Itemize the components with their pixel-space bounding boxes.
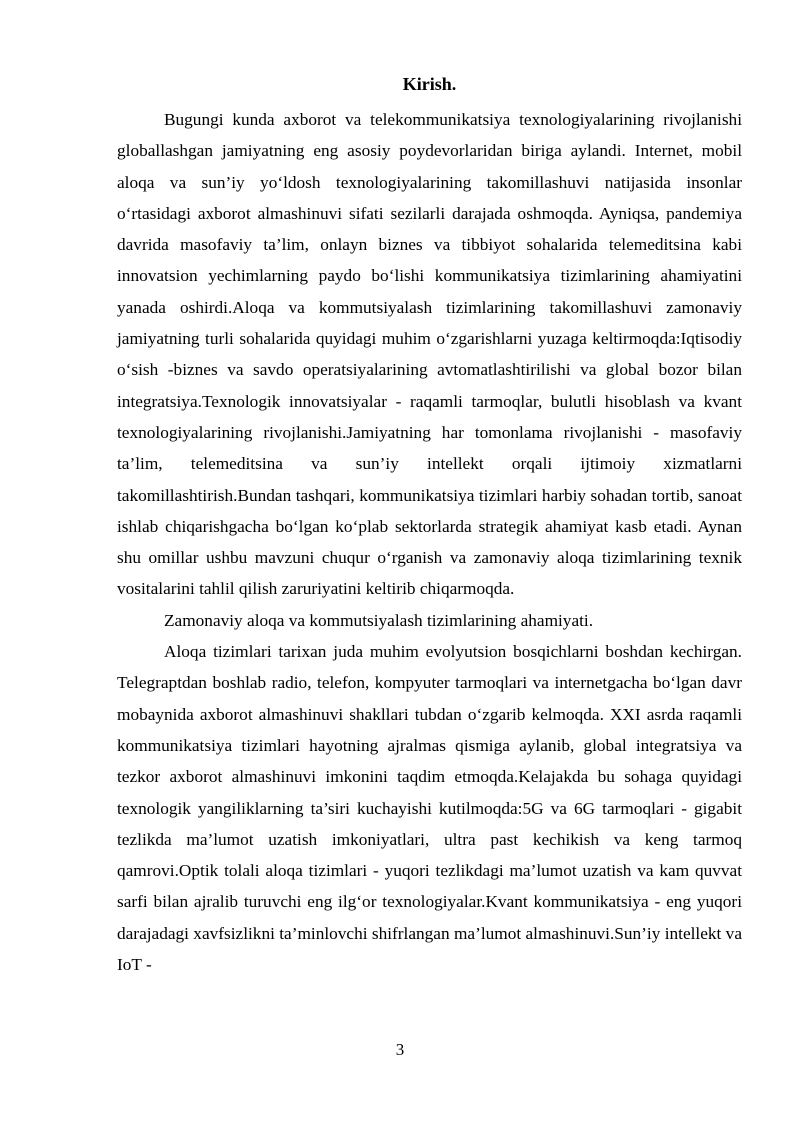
intro-paragraph: Bugungi kunda axborot va telekommunikatsiya texnologiyalarining rivojlanishi globallashgan jamiyatning eng asosiy poydevorlaridan biriga aylandi. Internet, mobil aloqa va sun’iy yo‘ldosh texnologiyalarining takomillashuvi natijasida insonlar o‘rtasidagi axborot almashinuvi sifati sezilarli darajada oshmoqda. Ayniqsa, pandemiya davrida masofaviy ta’lim, onlayn biznes va tibbiyot sohalarida telemeditsina kabi innovatsion yechimlarning paydo bo‘lishi kommunikatsiya tizimlarining ahamiyatini yanada oshirdi.Aloqa va kommutsiyalash tizimlarining takomillashuvi zamonaviy jamiyatning turli sohalarida quyidagi muhim o‘zgarishlarni yuzaga keltirmoqda:Iqtisodiy o‘sish -biznes va savdo operatsiyalarining avtomatlashtirilishi va global bozor bilan integratsiya.Texnologik innovatsiyalar - raqamli tarmoqlar, bulutli hisoblash va kvant texnologiyalarining rivojlanishi.Jamiyatning har tomonlama rivojlanishi - masofaviy ta’lim, telemeditsina va sun’iy intellekt orqali ijtimoiy xizmatlarni takomillashtirish.Bundan tashqari, kommunikatsiya tizimlari harbiy sohadan tortib, sanoat ishlab chiqarishgacha bo‘lgan ko‘plab sektorlarda strategik ahamiyat kasb etadi. Aynan shu omillar ushbu mavzuni chuqur o‘rganish va zamonaviy aloqa tizimlarining texnik vositalarini tahlil qilish zaruriyatini keltirib chiqarmoqda. <box>117 110 742 599</box>
section-title: Kirish. <box>402 74 457 94</box>
page-number: 3 <box>395 1040 405 1059</box>
subheading-paragraph: Zamonaviy aloqa va kommutsiyalash tizimlarining ahamiyati. <box>164 610 594 630</box>
document-body <box>117 74 742 980</box>
history-paragraph: Aloqa tizimlari tarixan juda muhim evolyutsion bosqichlarni boshdan kechirgan. Telegraptdan boshlab radio, telefon, kompyuter tarmoqlari va internetgacha bo‘lgan davr mobaynida axborot almashinuvi shakllari tubdan o‘zgarib kelmoqda. XXI asrda raqamli kommunikatsiya tizimlari hayotning ajralmas qismiga aylanib, global integratsiya va tezkor axborot almashinuvi imkonini taqdim etmoqda.Kelajakda bu sohaga quyidagi texnologik yangiliklarning ta’siri kuchayishi kutilmoqda:5G va 6G tarmoqlari - gigabit tezlikda ma’lumot uzatish imkoniyatlari, ultra past kechikish va keng tarmoq qamrovi.Optik tolali aloqa tizimlari - yuqori tezlikdagi ma’lumot uzatish va kam quvvat sarfi bilan ajralib turuvchi eng ilg‘or texnologiyalar.Kvant kommunikatsiya - eng yuqori darajadagi xavfsizlikni ta’minlovchi shifrlangan ma’lumot almashinuvi.Sun’iy intellekt va IoT - <box>117 642 742 975</box>
